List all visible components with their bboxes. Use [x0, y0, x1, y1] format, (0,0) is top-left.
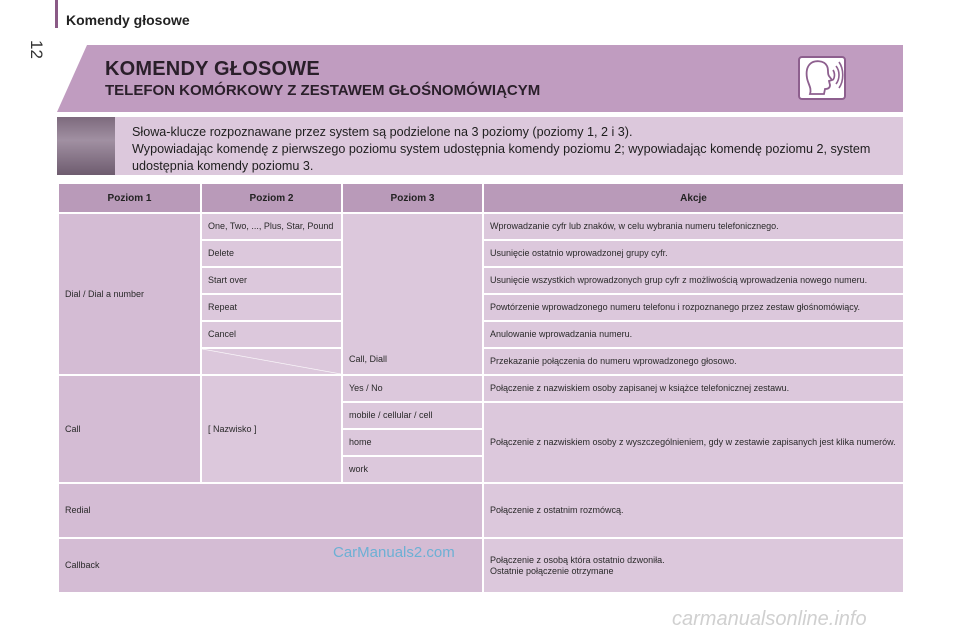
table-row [58, 483, 904, 538]
level3-cell: mobile / cellular / cell [342, 402, 483, 429]
voice-commands-table [57, 182, 905, 594]
name-level2-cell: [ Nazwisko ] [201, 375, 342, 483]
callback-action-line-1: Połączenie z osobą która ostatnio dzwoniła. [490, 554, 665, 565]
section-label: Komendy głosowe [66, 12, 190, 28]
dial-level1-cell: Dial / Dial a number [58, 213, 201, 375]
callback-cell: Callback [58, 538, 483, 593]
level2-cell: Delete [201, 240, 342, 267]
header-level-2: Poziom 2 [201, 183, 342, 213]
watermark-carmanuals: CarManuals2.com [333, 544, 455, 561]
level3-cell: Yes / No [342, 375, 483, 402]
watermark-footer: carmanualsonline.info [672, 608, 867, 630]
action-cell: Usunięcie ostatnio wprowadzonej grupy cyfr. [483, 240, 904, 267]
level3-cell: work [342, 456, 483, 483]
action-cell: Powtórzenie wprowadzonego numeru telefonu i rozpoznanego przez zestaw głośnomówiący. [483, 294, 904, 321]
action-cell: Usunięcie wszystkich wprowadzonych grup cyfr z możliwością wprowadzenia nowego numeru. [483, 267, 904, 294]
level2-cell: One, Two, ..., Plus, Star, Pound [201, 213, 342, 240]
intro-line-1: Słowa-klucze rozpoznawane przez system są podzielone na 3 poziomy (poziomy 1, 2 i 3). [132, 125, 633, 139]
table-row [58, 213, 904, 240]
header-level-1: Poziom 1 [58, 183, 201, 213]
callback-action-line-2: Ostatnie połączenie otrzymane [490, 565, 614, 576]
action-cell: Połączenie z ostatnim rozmówcą. [483, 483, 904, 538]
table-row [58, 538, 904, 593]
call-level1-cell: Call [58, 375, 201, 483]
redial-cell: Redial [58, 483, 483, 538]
level2-cell: Start over [201, 267, 342, 294]
empty-diagonal-cell [201, 348, 342, 375]
level2-cell: Cancel [201, 321, 342, 348]
voice-command-icon [798, 56, 846, 100]
header-rule [55, 0, 58, 28]
intro-thumbnail [57, 117, 115, 175]
intro-line-2: Wypowiadając komendę z pierwszego poziomu system udostępnia komendy poziomu 2; wypowiadając komendę poziomu 2, system udostępnia komendy poziomu 3. [132, 142, 871, 173]
level3-cell: home [342, 429, 483, 456]
action-cell: Przekazanie połączenia do numeru wprowadzonego głosowo. [483, 348, 904, 375]
header-level-3: Poziom 3 [342, 183, 483, 213]
intro-text [132, 124, 892, 175]
level2-cell: Repeat [201, 294, 342, 321]
header-actions: Akcje [483, 183, 904, 213]
action-cell [483, 538, 904, 593]
action-cell: Połączenie z nazwiskiem osoby zapisanej w książce telefonicznej zestawu. [483, 375, 904, 402]
action-cell: Wprowadzanie cyfr lub znaków, w celu wybrania numeru telefonicznego. [483, 213, 904, 240]
page-number: 12 [27, 40, 46, 59]
action-cell: Anulowanie wprowadzania numeru. [483, 321, 904, 348]
table-header-row [58, 183, 904, 213]
page-title: KOMENDY GŁOSOWE [105, 58, 320, 80]
table-row [58, 375, 904, 402]
page-subtitle: TELEFON KOMÓRKOWY Z ZESTAWEM GŁOŚNOMÓWIĄCYM [105, 82, 541, 99]
action-cell: Połączenie z nazwiskiem osoby z wyszczególnieniem, gdy w zestawie zapisanych jest klika numerów. [483, 402, 904, 483]
call-diall-cell: Call, Diall [342, 213, 483, 375]
